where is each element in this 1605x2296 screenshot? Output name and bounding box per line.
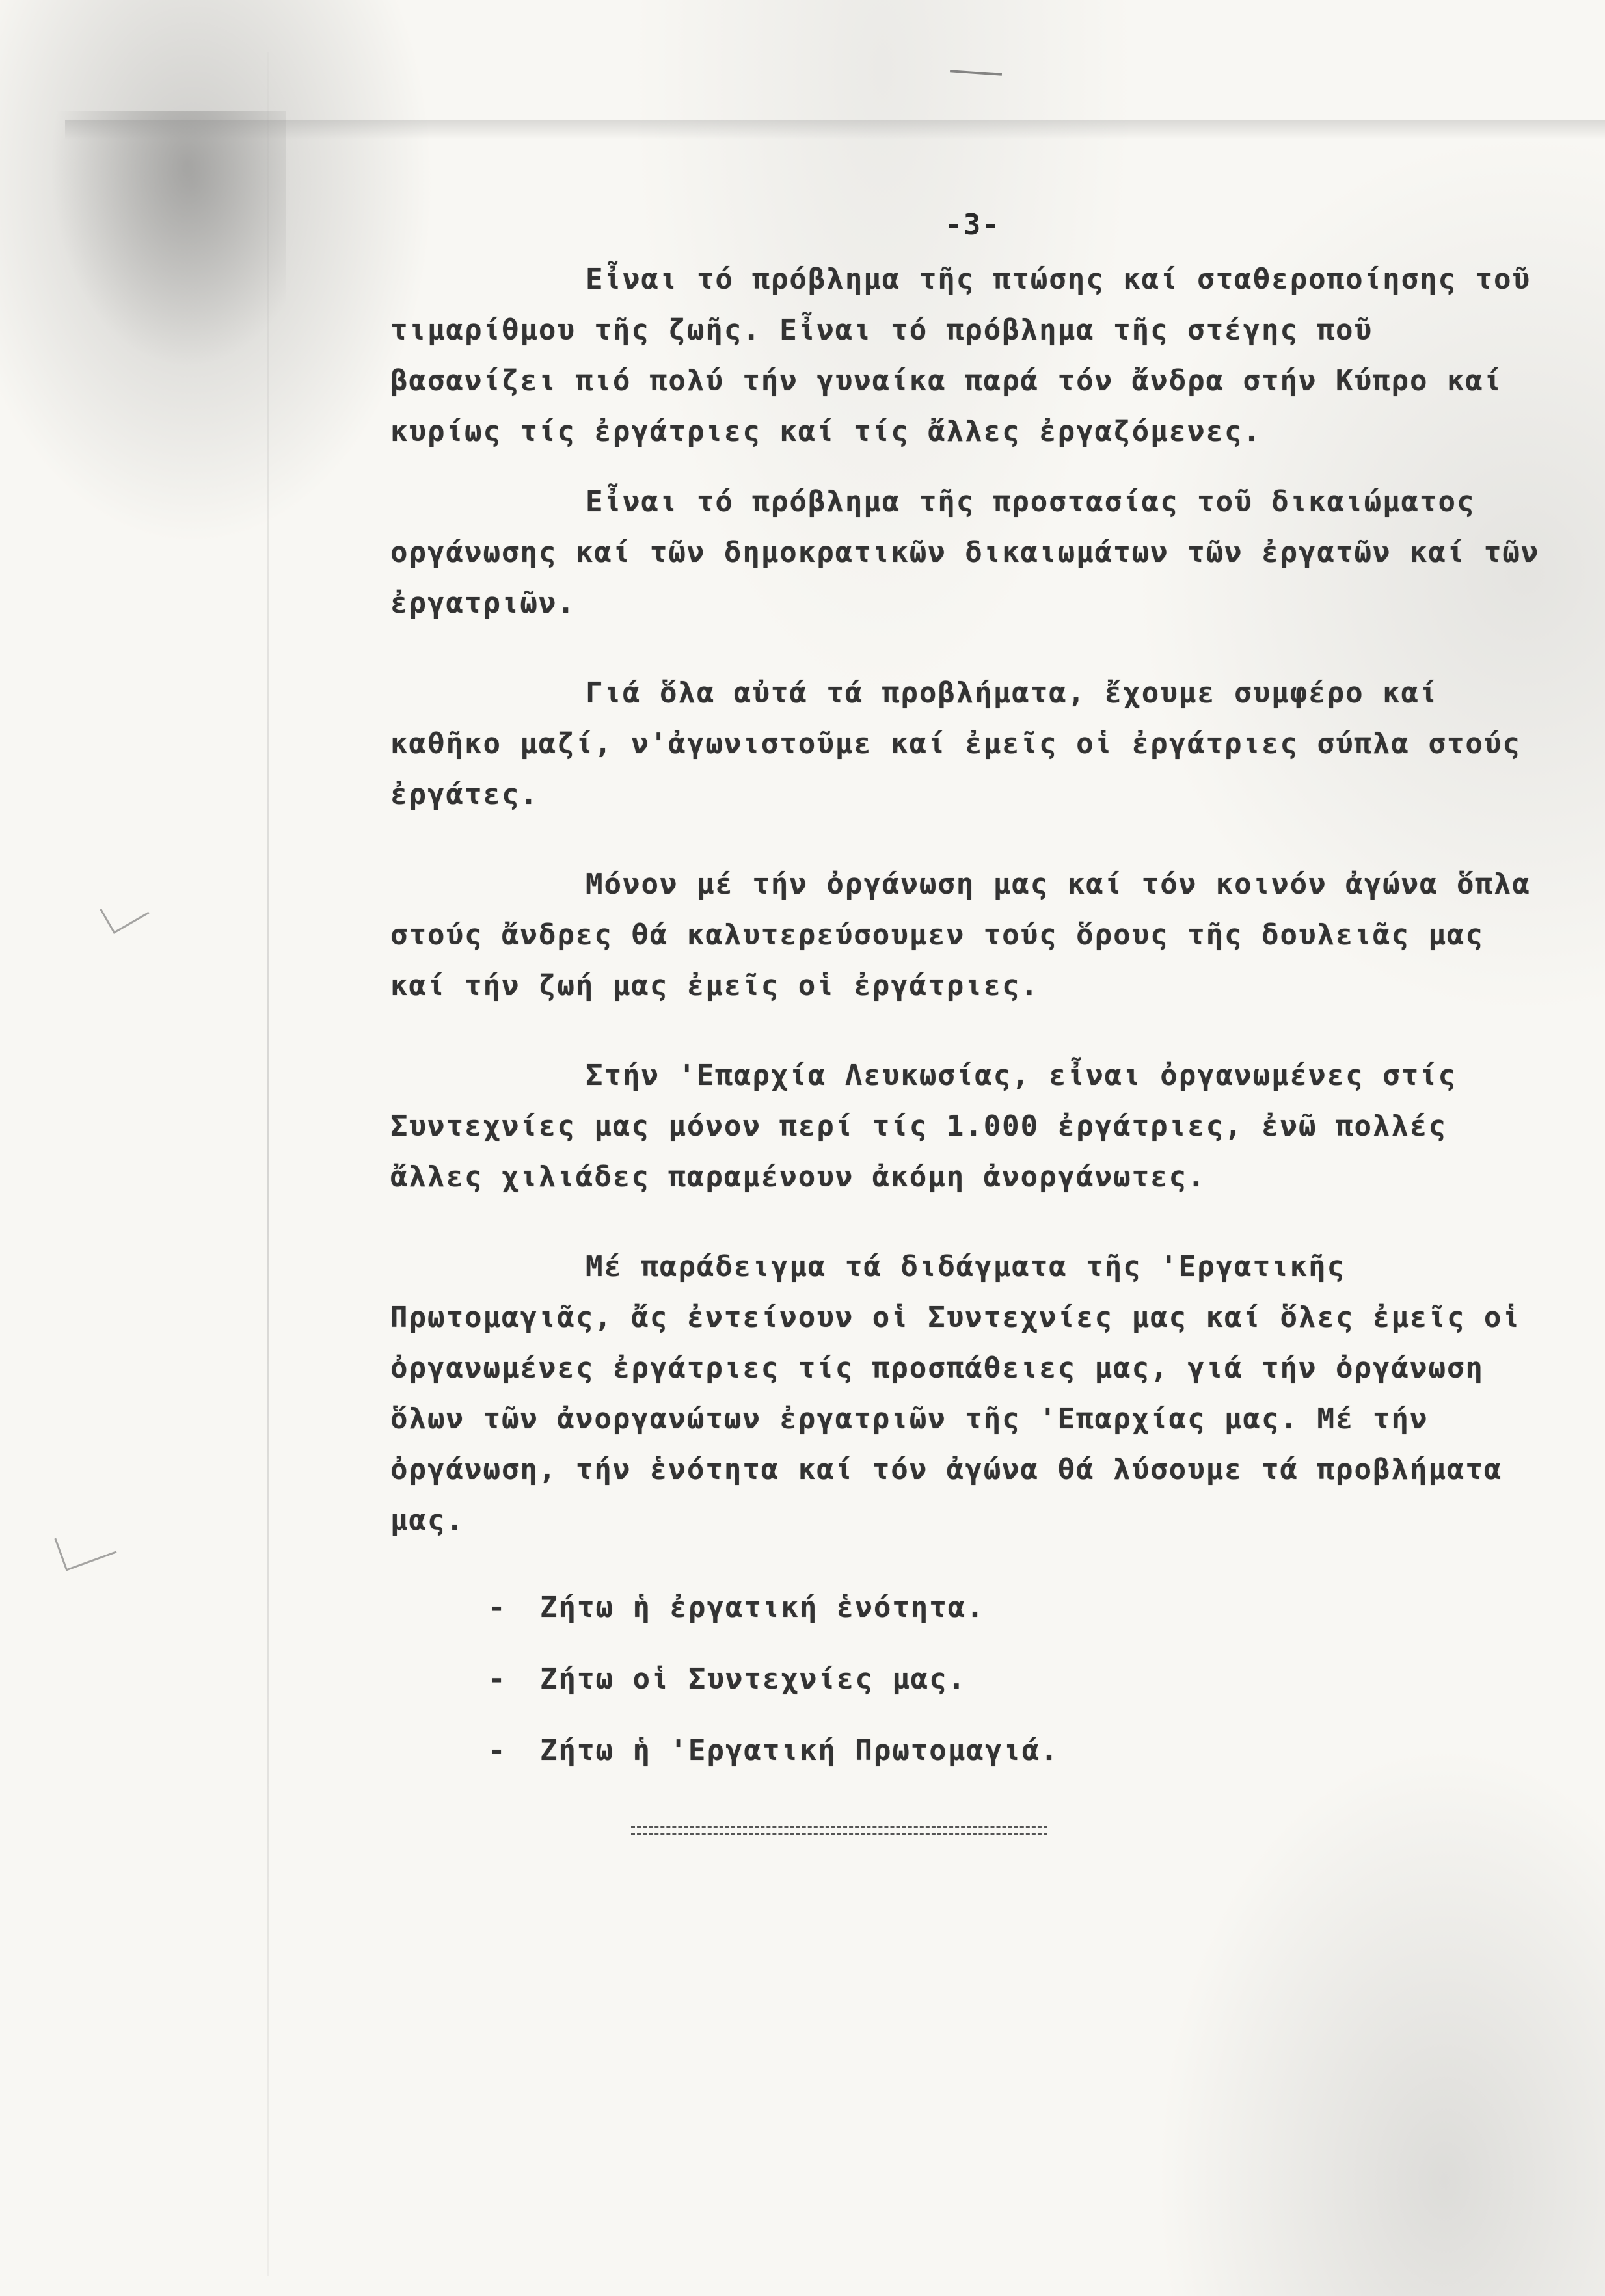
- ink-mark: [54, 1520, 116, 1571]
- paragraph-5: Στήν 'Επαρχία Λευκωσίας, εἶναι ὀργανωμένες στίς Συντεχνίες μας μόνον περί τίς 1.000 ἐργάτριες, ἐνῶ πολλές ἄλλες χιλιάδες παραμένουν ἀκόμη ἀνοργάνωτες.: [390, 1059, 1457, 1194]
- slogan-text: Ζήτω ἡ ἐργατική ἑνότητα.: [540, 1591, 985, 1624]
- ink-mark: [950, 70, 1002, 76]
- paragraph-6: Μέ παράδειγμα τά διδάγματα τῆς 'Εργατικῆς Πρωτομαγιᾶς, ἄς ἐντείνουν οἱ Συντεχνίες μας καί ὅλες ἐμεῖς οἱ ὀργανωμένες ἐργάτριες τίς προσπάθειες μας, γιά τήν ὀργάνωση ὅλων τῶν ἀνοργανώτων ἐργατριῶν τῆς 'Επαρχίας μας. Μέ τήν ὀργάνωση, τήν ἑνότητα καί τόν ἀγώνα θά λύσουμε τά προβλήματα μας.: [390, 1250, 1521, 1537]
- paragraph-1: Εἶναι τό πρόβλημα τῆς πτώσης καί σταθεροποίησης τοῦ τιμαρίθμου τῆς ζωῆς. Εἶναι τό πρόβλημα τῆς στέγης ποῦ βασανίζει πιό πολύ τήν γυναίκα παρά τόν ἄνδρα στήν Κύπρο καί κυρίως τίς ἐργάτριες καί τίς ἄλλες ἐργαζόμενες.: [390, 263, 1531, 448]
- document-body: [390, 208, 1555, 1835]
- slogan-text: Ζήτω οἱ Συντεχνίες μας.: [540, 1662, 967, 1696]
- slogan-list: [488, 1572, 1555, 1787]
- ink-mark: [100, 889, 149, 934]
- slogan-text: Ζήτω ἡ 'Εργατική Πρωτομαγιά.: [540, 1734, 1059, 1767]
- slogan-item: [488, 1644, 1555, 1715]
- page-fold-line: [267, 52, 269, 2276]
- slogan-bullet: -: [488, 1734, 507, 1767]
- corner-smudge: [39, 111, 286, 384]
- slogan-bullet: -: [488, 1591, 507, 1624]
- slogan-item: [488, 1715, 1555, 1787]
- paragraph-4: Μόνον μέ τήν ὀργάνωση μας καί τόν κοινόν ἀγώνα ὅπλα στούς ἄνδρες θά καλυτερεύσουμεν τούς ὅρους τῆς δουλειᾶς μας καί τήν ζωή μας ἐμεῖς οἱ ἐργάτριες.: [390, 868, 1531, 1002]
- slogan-bullet: -: [488, 1662, 507, 1696]
- paragraph-3: Γιά ὅλα αὐτά τά προβλήματα, ἔχουμε συμφέρο καί καθῆκο μαζί, ν'ἀγωνιστοῦμε καί ἐμεῖς οἱ ἐργάτριες σύπλα στούς ἐργάτες.: [390, 676, 1521, 811]
- page-number: -3-: [945, 208, 1001, 241]
- slogan-item: [488, 1572, 1555, 1644]
- paragraph-2: Εἶναι τό πρόβλημα τῆς προστασίας τοῦ δικαιώματος οργάνωσης καί τῶν δημοκρατικῶν δικαιωμάτων τῶν ἐργατῶν καί τῶν ἐργατριῶν.: [390, 485, 1540, 620]
- end-divider: [631, 1826, 1047, 1835]
- page-top-edge-shadow: [65, 120, 1605, 140]
